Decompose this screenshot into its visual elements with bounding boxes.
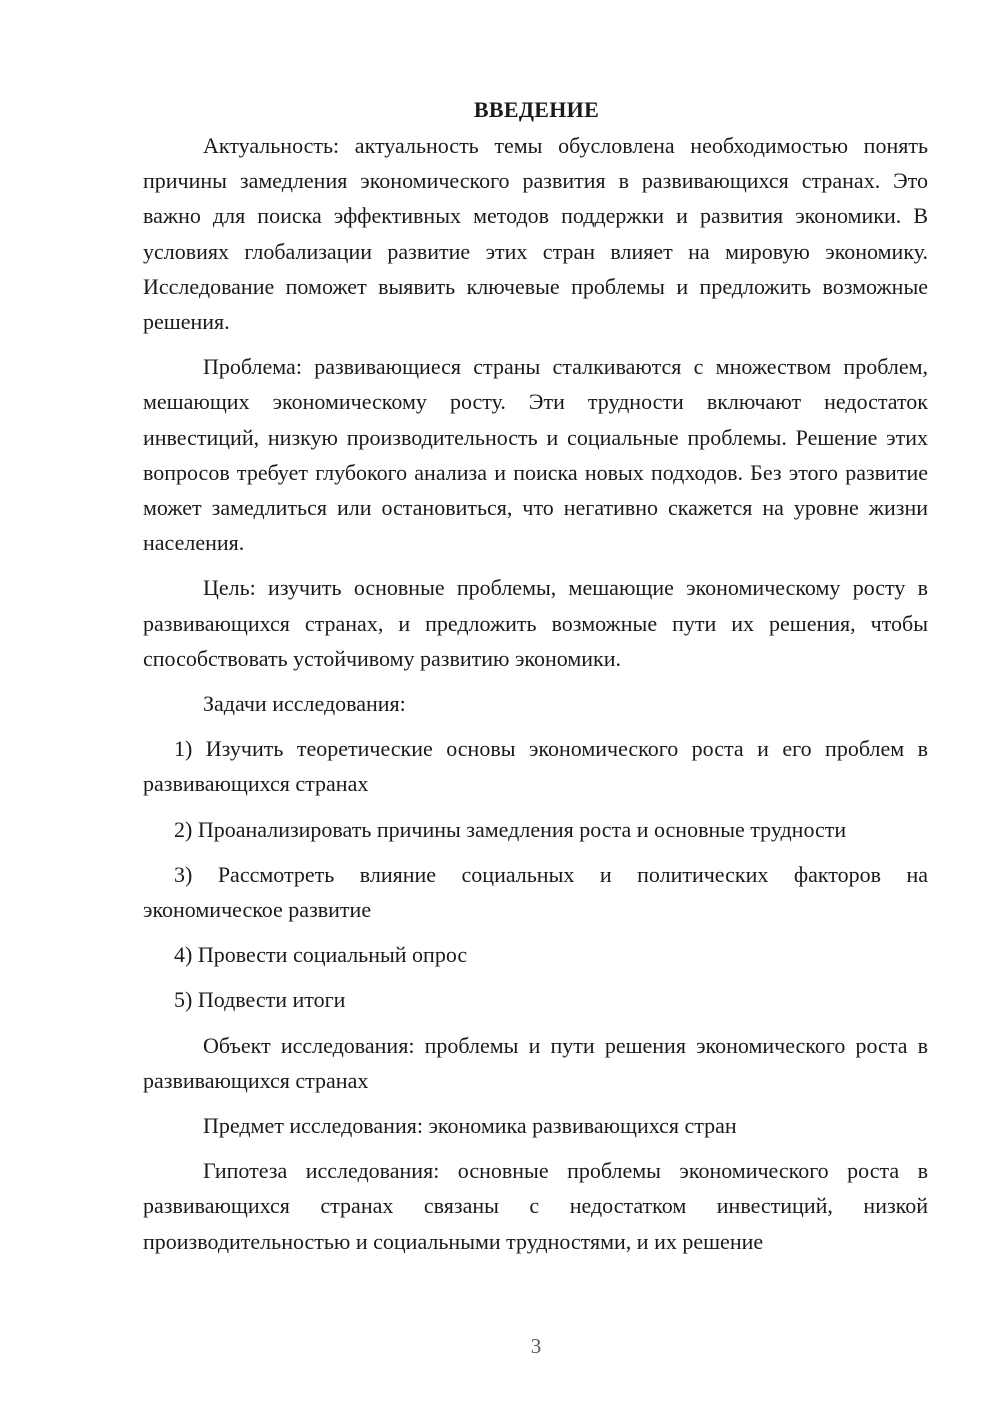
task-item-4: 4) Провести социальный опрос (174, 942, 468, 968)
task-item-2: 2) Проанализировать причины замедления роста и основные трудности (174, 816, 847, 842)
task-item-1: 1) Изучить теоретические основы экономического роста и его проблем в развивающихся странах (143, 736, 928, 797)
paragraph-object: Объект исследования: проблемы и пути решения экономического роста в развивающихся странах (143, 1032, 928, 1093)
section-title: ВВЕДЕНИЕ (473, 97, 600, 122)
page-content (143, 92, 928, 1269)
paragraph-relevance: Актуальность: актуальность темы обусловлена необходимостью понять причины замедления экономического развития в развивающихся странах. Это важно для поиска эффективных методов поддержки и развития экономики. В условиях глобализации развитие этих стран влияет на мировую экономику. Исследование поможет выявить ключевые проблемы и предложить возможные решения. (143, 133, 928, 335)
task-item-5: 5) Подвести итоги (174, 987, 346, 1013)
page-number: 3 (530, 1334, 542, 1358)
paragraph-goal: Цель: изучить основные проблемы, мешающие экономическому росту в развивающихся странах, и предложить возможные пути их решения, чтобы способствовать устойчивому развитию экономики. (143, 575, 928, 671)
task-item-3: 3) Рассмотреть влияние социальных и политических факторов на экономическое развитие (143, 861, 928, 923)
paragraph-subject: Предмет исследования: экономика развивающихся стран (203, 1113, 737, 1139)
paragraph-hypothesis: Гипотеза исследования: основные проблемы экономического роста в развивающихся странах связаны с недостатком инвестиций, низкой производительностью и социальными трудностями, и их решение (143, 1158, 928, 1254)
paragraph-problem: Проблема: развивающиеся страны сталкиваются с множеством проблем, мешающих экономическому росту. Эти трудности включают недостаток инвестиций, низкую производительность и социальные проблемы. Решение этих вопросов требует глубокого анализа и поиска новых подходов. Без этого развитие может замедлиться или остановиться, что негативно скажется на уровне жизни населения. (143, 354, 928, 556)
paragraph-tasks-heading: Задачи исследования: (203, 691, 406, 717)
